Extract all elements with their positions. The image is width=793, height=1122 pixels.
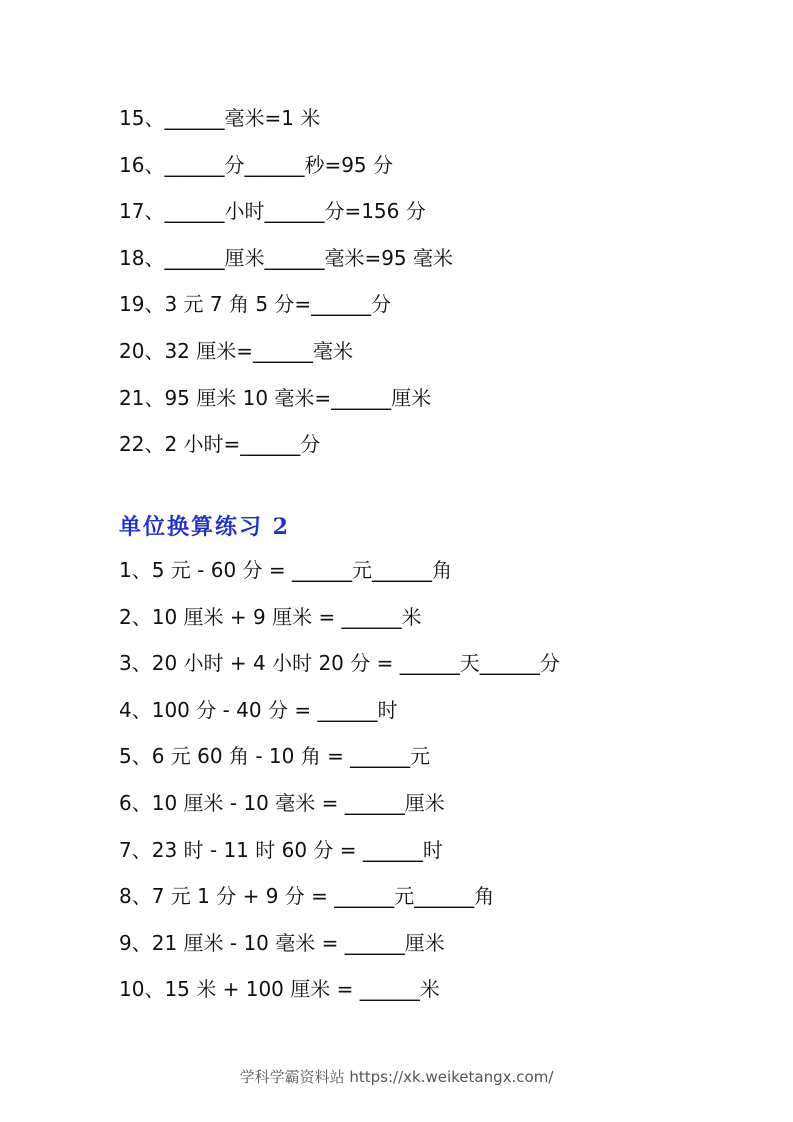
exercise-6: 6、10 厘米 - 10 毫米 = ______厘米 [119, 790, 445, 815]
exercise-7: 7、23 时 - 11 时 60 分 = ______时 [119, 837, 443, 862]
exercise-5: 5、6 元 60 角 - 10 角 = ______元 [119, 744, 431, 769]
exercise-20: 20、32 厘米=______毫米 [119, 338, 354, 363]
exercise-16: 16、______分______秒=95 分 [119, 152, 394, 177]
exercise-21: 21、95 厘米 10 毫米=______厘米 [119, 385, 432, 410]
exercise-19: 19、3 元 7 角 5 分=______分 [119, 292, 392, 317]
exercise-list-part-2 [119, 552, 739, 1018]
exercise-1: 1、5 元 - 60 分 = ______元______角 [119, 558, 453, 582]
section-title: 单位换算练习 2 [119, 514, 290, 540]
exercise-8: 8、7 元 1 分 + 9 分 = ______元______角 [119, 884, 495, 909]
exercise-22: 22、2 小时=______分 [119, 432, 321, 457]
exercise-17: 17、______小时______分=156 分 [119, 199, 426, 224]
exercise-3: 3、20 小时 + 4 小时 20 分 = ______天______分 [119, 651, 560, 676]
exercise-9: 9、21 厘米 - 10 毫米 = ______厘米 [119, 930, 445, 955]
footer-watermark: 学科学霸资料站 https://xk.weiketangx.com/ [239, 1068, 554, 1086]
exercise-2: 2、10 厘米 + 9 厘米 = ______米 [119, 604, 422, 629]
exercise-18: 18、______厘米______毫米=95 毫米 [119, 245, 454, 270]
exercise-10: 10、15 米 + 100 厘米 = ______米 [119, 977, 440, 1002]
exercise-15: 15、______毫米=1 米 [119, 106, 321, 130]
exercise-4: 4、100 分 - 40 分 = ______时 [119, 697, 398, 722]
exercise-list-part-1 [119, 100, 739, 473]
